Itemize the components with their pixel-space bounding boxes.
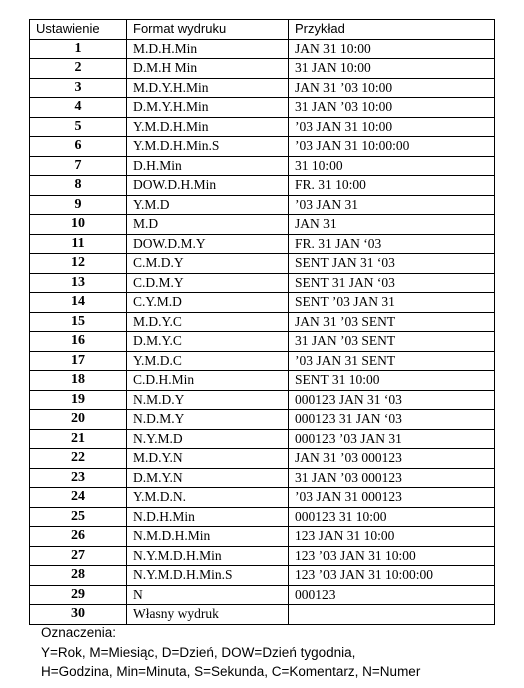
table-row bbox=[30, 273, 495, 293]
example-cell: 000123 JAN 31 ‘03 bbox=[289, 390, 495, 410]
table-row bbox=[30, 195, 495, 215]
setting-number-cell: 4 bbox=[30, 98, 127, 118]
setting-number-cell: 2 bbox=[30, 59, 127, 79]
setting-number-cell: 10 bbox=[30, 215, 127, 235]
setting-number-cell: 27 bbox=[30, 546, 127, 566]
table-body bbox=[30, 39, 495, 624]
print-format-cell: N.M.D.Y bbox=[127, 390, 289, 410]
print-format-cell: C.D.M.Y bbox=[127, 273, 289, 293]
example-cell: 123 JAN 31 10:00 bbox=[289, 527, 495, 547]
header-example: Przykład bbox=[289, 20, 495, 40]
example-cell: 000123 bbox=[289, 585, 495, 605]
example-cell: SENT 31 10:00 bbox=[289, 371, 495, 391]
example-cell: 000123 31 JAN ‘03 bbox=[289, 410, 495, 430]
setting-number-cell: 7 bbox=[30, 156, 127, 176]
setting-number-cell: 3 bbox=[30, 78, 127, 98]
example-cell: 123 ’03 JAN 31 10:00:00 bbox=[289, 566, 495, 586]
setting-number-cell: 25 bbox=[30, 507, 127, 527]
example-cell: ’03 JAN 31 10:00:00 bbox=[289, 137, 495, 157]
print-format-cell: M.D.H.Min bbox=[127, 39, 289, 59]
print-format-cell: D.M.H Min bbox=[127, 59, 289, 79]
table-row bbox=[30, 585, 495, 605]
setting-number-cell: 16 bbox=[30, 332, 127, 352]
legend-line-1: Y=Rok, M=Miesiąc, D=Dzień, DOW=Dzień tygodnia, bbox=[41, 644, 356, 660]
example-cell: ’03 JAN 31 SENT bbox=[289, 351, 495, 371]
table-row bbox=[30, 488, 495, 508]
table-row bbox=[30, 351, 495, 371]
print-format-cell: N.Y.M.D.H.Min.S bbox=[127, 566, 289, 586]
print-format-cell: DOW.D.M.Y bbox=[127, 234, 289, 254]
setting-number-cell: 8 bbox=[30, 176, 127, 196]
example-cell: ’03 JAN 31 bbox=[289, 195, 495, 215]
table-row bbox=[30, 410, 495, 430]
example-cell: SENT ’03 JAN 31 bbox=[289, 293, 495, 313]
print-format-cell: Y.M.D.C bbox=[127, 351, 289, 371]
table-row bbox=[30, 234, 495, 254]
table-row bbox=[30, 390, 495, 410]
example-cell: JAN 31 ’03 000123 bbox=[289, 449, 495, 469]
table-row bbox=[30, 566, 495, 586]
setting-number-cell: 15 bbox=[30, 312, 127, 332]
example-cell: 31 JAN ’03 SENT bbox=[289, 332, 495, 352]
print-format-cell: Y.M.D.H.Min bbox=[127, 117, 289, 137]
table-row bbox=[30, 468, 495, 488]
example-cell: JAN 31 10:00 bbox=[289, 39, 495, 59]
setting-number-cell: 20 bbox=[30, 410, 127, 430]
table-row bbox=[30, 332, 495, 352]
example-cell: 123 ’03 JAN 31 10:00 bbox=[289, 546, 495, 566]
example-cell: ’03 JAN 31 10:00 bbox=[289, 117, 495, 137]
print-format-cell: M.D.Y.N bbox=[127, 449, 289, 469]
table-row bbox=[30, 546, 495, 566]
table-row bbox=[30, 527, 495, 547]
example-cell: SENT JAN 31 ‘03 bbox=[289, 254, 495, 274]
print-format-cell: Y.M.D.H.Min.S bbox=[127, 137, 289, 157]
setting-number-cell: 29 bbox=[30, 585, 127, 605]
setting-number-cell: 17 bbox=[30, 351, 127, 371]
table-row bbox=[30, 117, 495, 137]
print-format-cell: N.M.D.H.Min bbox=[127, 527, 289, 547]
print-format-cell: C.D.H.Min bbox=[127, 371, 289, 391]
table-row bbox=[30, 59, 495, 79]
print-format-cell: D.H.Min bbox=[127, 156, 289, 176]
example-cell bbox=[289, 605, 495, 625]
legend-line-2: H=Godzina, Min=Minuta, S=Sekunda, C=Komentarz, N=Numer bbox=[41, 664, 421, 679]
table-row bbox=[30, 39, 495, 59]
print-format-cell: D.M.Y.H.Min bbox=[127, 98, 289, 118]
setting-number-cell: 5 bbox=[30, 117, 127, 137]
table-row bbox=[30, 312, 495, 332]
setting-number-cell: 30 bbox=[30, 605, 127, 625]
print-format-cell: N bbox=[127, 585, 289, 605]
table-header-row bbox=[30, 20, 495, 40]
print-format-cell: M.D.Y.C bbox=[127, 312, 289, 332]
example-cell: ’03 JAN 31 000123 bbox=[289, 488, 495, 508]
example-cell: JAN 31 bbox=[289, 215, 495, 235]
setting-number-cell: 11 bbox=[30, 234, 127, 254]
table-row bbox=[30, 429, 495, 449]
example-cell: SENT 31 JAN ‘03 bbox=[289, 273, 495, 293]
example-cell: JAN 31 ’03 SENT bbox=[289, 312, 495, 332]
print-format-cell: M.D bbox=[127, 215, 289, 235]
print-format-cell: Własny wydruk bbox=[127, 605, 289, 625]
print-format-cell: N.D.H.Min bbox=[127, 507, 289, 527]
example-cell: JAN 31 ’03 10:00 bbox=[289, 78, 495, 98]
setting-number-cell: 23 bbox=[30, 468, 127, 488]
table-row bbox=[30, 78, 495, 98]
setting-number-cell: 22 bbox=[30, 449, 127, 469]
legend-title: Oznaczenia: bbox=[41, 625, 117, 640]
print-format-cell: DOW.D.H.Min bbox=[127, 176, 289, 196]
setting-number-cell: 19 bbox=[30, 390, 127, 410]
example-cell: FR. 31 10:00 bbox=[289, 176, 495, 196]
setting-number-cell: 1 bbox=[30, 39, 127, 59]
setting-number-cell: 9 bbox=[30, 195, 127, 215]
print-format-cell: Y.M.D bbox=[127, 195, 289, 215]
print-format-table bbox=[29, 19, 495, 625]
example-cell: 000123 ’03 JAN 31 bbox=[289, 429, 495, 449]
setting-number-cell: 28 bbox=[30, 566, 127, 586]
table-row bbox=[30, 293, 495, 313]
table-row bbox=[30, 254, 495, 274]
setting-number-cell: 14 bbox=[30, 293, 127, 313]
header-setting: Ustawienie bbox=[30, 20, 127, 40]
setting-number-cell: 12 bbox=[30, 254, 127, 274]
setting-number-cell: 26 bbox=[30, 527, 127, 547]
print-format-cell: M.D.Y.H.Min bbox=[127, 78, 289, 98]
print-format-cell: N.Y.M.D.H.Min bbox=[127, 546, 289, 566]
setting-number-cell: 24 bbox=[30, 488, 127, 508]
example-cell: 000123 31 10:00 bbox=[289, 507, 495, 527]
table-row bbox=[30, 137, 495, 157]
setting-number-cell: 21 bbox=[30, 429, 127, 449]
print-format-cell: N.Y.M.D bbox=[127, 429, 289, 449]
table-row bbox=[30, 156, 495, 176]
legend bbox=[41, 623, 420, 682]
setting-number-cell: 13 bbox=[30, 273, 127, 293]
example-cell: 31 JAN ’03 000123 bbox=[289, 468, 495, 488]
setting-number-cell: 6 bbox=[30, 137, 127, 157]
table-row bbox=[30, 98, 495, 118]
example-cell: 31 JAN 10:00 bbox=[289, 59, 495, 79]
table-row bbox=[30, 176, 495, 196]
table-row bbox=[30, 215, 495, 235]
table-row bbox=[30, 605, 495, 625]
example-cell: 31 10:00 bbox=[289, 156, 495, 176]
table-row bbox=[30, 371, 495, 391]
example-cell: 31 JAN ’03 10:00 bbox=[289, 98, 495, 118]
print-format-cell: D.M.Y.N bbox=[127, 468, 289, 488]
print-format-cell: C.Y.M.D bbox=[127, 293, 289, 313]
print-format-cell: C.M.D.Y bbox=[127, 254, 289, 274]
print-format-cell: D.M.Y.C bbox=[127, 332, 289, 352]
table-row bbox=[30, 449, 495, 469]
table-row bbox=[30, 507, 495, 527]
setting-number-cell: 18 bbox=[30, 371, 127, 391]
print-format-cell: N.D.M.Y bbox=[127, 410, 289, 430]
header-print-format: Format wydruku bbox=[127, 20, 289, 40]
print-format-cell: Y.M.D.N. bbox=[127, 488, 289, 508]
example-cell: FR. 31 JAN ‘03 bbox=[289, 234, 495, 254]
